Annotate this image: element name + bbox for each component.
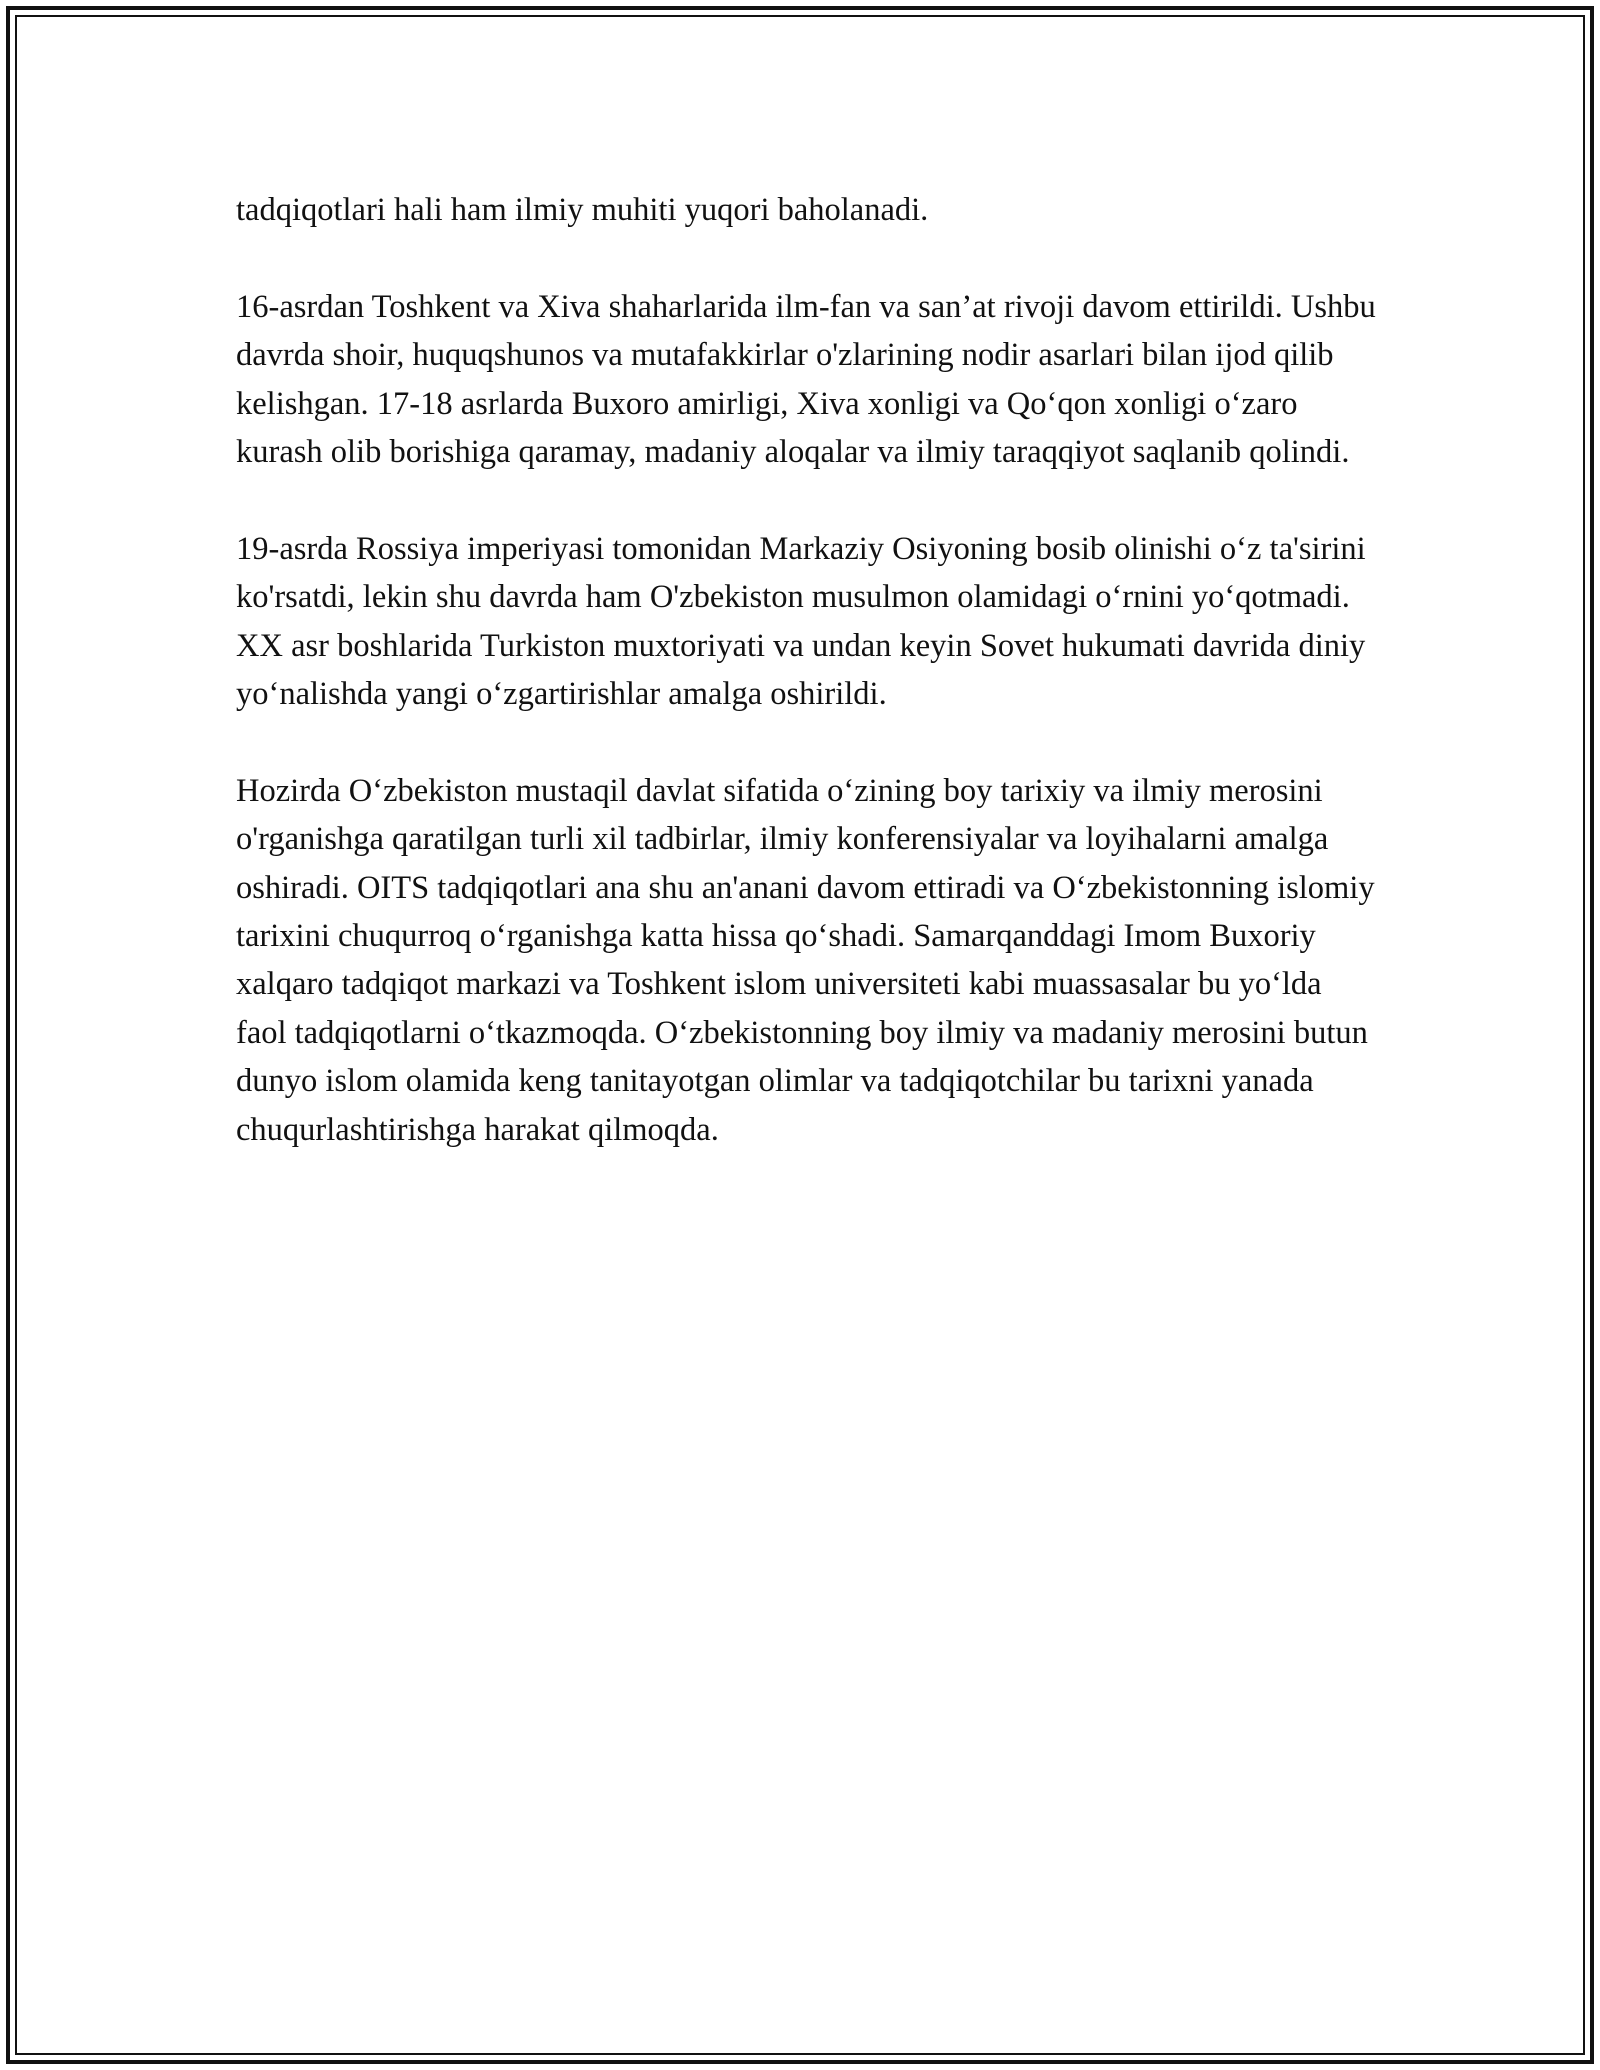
paragraph-3: 19-asrda Rossiya imperiyasi tomonidan Markaziy Osiyoning bosib olinishi o‘z ta'sirini ko'rsatdi, lekin shu davrda ham O'zbekiston musulmon olamidagi o‘rnini yo‘qotmadi. XX asr boshlarida Turkiston muxtoriyati va undan keyin Sovet hukumati davrida diniy yo‘nalishda yangi o‘zgartirishlar amalga oshirildi. [236, 530, 1366, 713]
paragraph-4: Hozirda O‘zbekiston mustaqil davlat sifatida o‘zining boy tarixiy va ilmiy merosini o'rganishga qaratilgan turli xil tadbirlar, ilmiy konferensiyalar va loyihalarni amalga oshiradi. OITS tadqiqotlari ana shu an'anani davom ettiradi va O‘zbekistonning islomiy tarixini chuqurroq o‘rganishga katta hissa qo‘shadi. Samarqanddagi Imom Buxoriy xalqaro tadqiqot markazi va Toshkent islom universiteti kabi muassasalar bu yo‘lda faol tadqiqotlarni o‘tkazmoqda. O‘zbekistonning boy ilmiy va madaniy merosini butun dunyo islom olamida keng tanitayotgan olimlar va tadqiqotchilar bu tarixni yanada chuqurlashtirishga harakat qilmoqda. [236, 772, 1375, 1148]
paragraph-1: tadqiqotlari hali ham ilmiy muhiti yuqori baholanadi. [236, 192, 929, 228]
document-body [236, 186, 1376, 1202]
paragraph-2: 16-asrdan Toshkent va Xiva shaharlarida ilm-fan va san’at rivoji davom ettirildi. Ushbu davrda shoir, huquqshunos va mutafakkirlar o'zlarining nodir asarlari bilan ijod qilib kelishgan. 17-18 asrlarda Buxoro amirligi, Xiva xonligi va Qo‘qon xonligi o‘zaro kurash olib borishiga qaramay, madaniy aloqalar va ilmiy taraqqiyot saqlanib qolindi. [236, 288, 1376, 471]
